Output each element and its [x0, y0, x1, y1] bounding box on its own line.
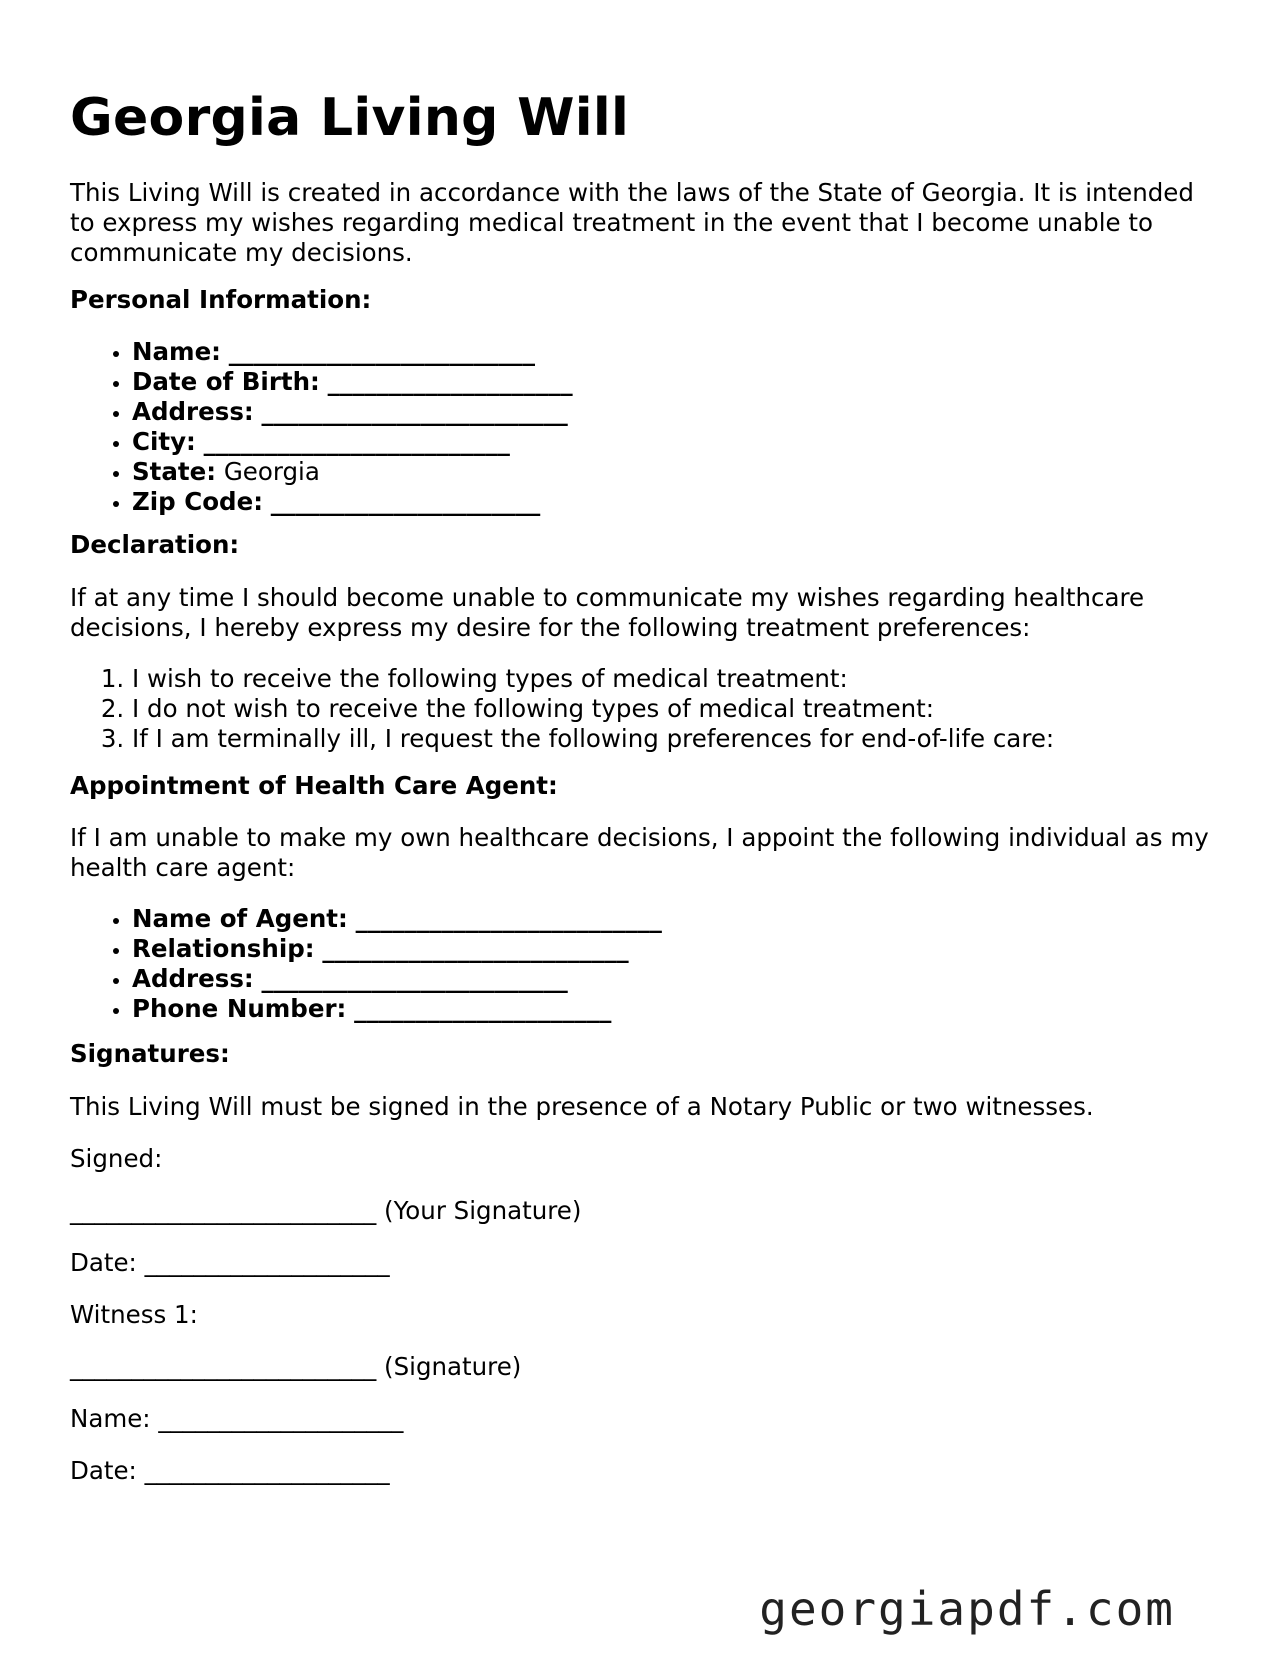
list-item: [132, 934, 662, 964]
witness-date-line: Date: ____________________: [70, 1456, 390, 1485]
name-blank: _________________________: [228, 337, 536, 366]
field-label-name: Name:: [132, 337, 221, 366]
signed-date-line: Date: ____________________: [70, 1248, 390, 1277]
list-item: 2. I do not wish to receive the following types of medical treatment:: [132, 694, 1054, 724]
list-item: 3. If I am terminally ill, I request the following preferences for end-of-life care:: [132, 724, 1054, 754]
list-item: 1. I wish to receive the following types of medical treatment:: [132, 664, 1054, 694]
witness1-label: Witness 1:: [70, 1300, 198, 1329]
field-label-address: Address:: [132, 397, 254, 426]
dob-blank: ____________________: [327, 367, 573, 396]
witness-name-line: Name: ____________________: [70, 1404, 404, 1433]
field-label-state: State:: [132, 457, 217, 486]
agent-heading: Appointment of Health Care Agent:: [70, 771, 558, 800]
intro-paragraph: This Living Will is created in accordance with the laws of the State of Georgia. It is intended to express my wishes regarding medical treatment in the event that I become unable to communicate my decisions.: [70, 178, 1194, 267]
declaration-list: [70, 664, 1054, 754]
watermark-logo: georgiapdf.com: [759, 1582, 1175, 1636]
relationship-blank: _________________________: [322, 934, 629, 963]
witness-signature-line: _________________________ (Signature): [70, 1352, 522, 1381]
your-signature-line: _________________________ (Your Signature): [70, 1196, 582, 1225]
agent-name-blank: _________________________: [355, 904, 662, 933]
state-value: Georgia: [223, 457, 320, 486]
agent-paragraph: If I am unable to make my own healthcare decisions, I appoint the following individual as my health care agent:: [70, 823, 1209, 882]
page-title: Georgia Living Will: [70, 88, 630, 148]
agent-address-blank: _________________________: [261, 964, 568, 993]
agent-info-list: [70, 904, 662, 1024]
field-label-agent-address: Address:: [132, 964, 254, 993]
city-blank: _________________________: [203, 427, 510, 456]
list-item: [132, 367, 573, 397]
declaration-heading: Declaration:: [70, 530, 240, 559]
field-label-relationship: Relationship:: [132, 934, 315, 963]
signatures-paragraph: This Living Will must be signed in the presence of a Notary Public or two witnesses.: [70, 1092, 1094, 1121]
field-label-zip: Zip Code:: [132, 487, 263, 516]
field-label-dob: Date of Birth:: [132, 367, 320, 396]
list-item: [132, 994, 662, 1024]
list-item: [132, 487, 573, 517]
list-item: [132, 397, 573, 427]
phone-blank: _____________________: [354, 994, 612, 1023]
field-label-phone: Phone Number:: [132, 994, 347, 1023]
list-item: [132, 904, 662, 934]
address-blank: _________________________: [261, 397, 568, 426]
field-label-agent-name: Name of Agent:: [132, 904, 348, 933]
field-label-city: City:: [132, 427, 196, 456]
list-item: [132, 337, 573, 367]
personal-info-heading: Personal Information:: [70, 285, 372, 314]
signatures-heading: Signatures:: [70, 1039, 230, 1068]
list-item: [132, 964, 662, 994]
signed-label: Signed:: [70, 1144, 163, 1173]
personal-info-list: [70, 337, 573, 517]
declaration-paragraph: If at any time I should become unable to communicate my wishes regarding healthcare decisions, I hereby express my desire for the following treatment preferences:: [70, 583, 1145, 642]
list-item: [132, 457, 573, 487]
list-item: [132, 427, 573, 457]
zip-blank: ______________________: [270, 487, 541, 516]
